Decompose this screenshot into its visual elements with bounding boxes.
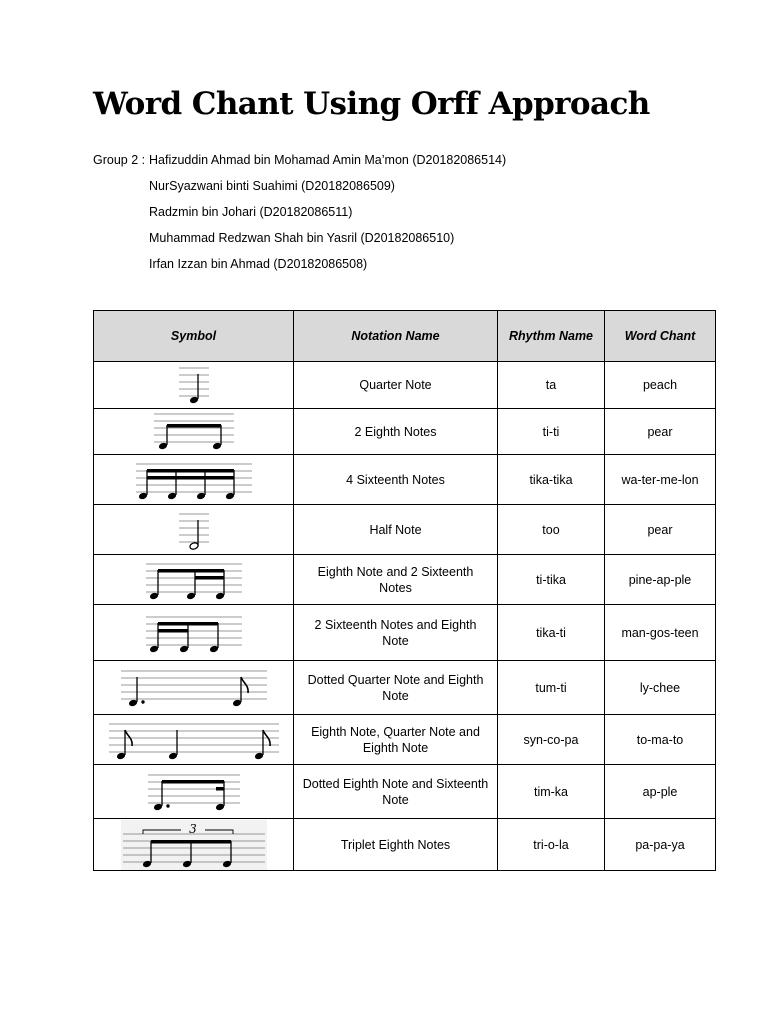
table-row bbox=[94, 715, 716, 765]
table-row bbox=[94, 605, 716, 661]
symbol-cell bbox=[94, 505, 294, 555]
word-chant: to-ma-to bbox=[605, 715, 716, 765]
word-chant: pine-ap-ple bbox=[605, 555, 716, 605]
table-row bbox=[94, 409, 716, 455]
table-header-row bbox=[94, 311, 716, 362]
table-row bbox=[94, 505, 716, 555]
rhythm-name: tika-tika bbox=[498, 455, 605, 505]
eighth-two-sixteenth-icon bbox=[144, 556, 244, 604]
notation-name: 4 Sixteenth Notes bbox=[294, 455, 498, 505]
table-row bbox=[94, 455, 716, 505]
word-chant: pear bbox=[605, 409, 716, 455]
dotted-eighth-sixteenth-icon bbox=[146, 767, 242, 817]
word-chant: ly-chee bbox=[605, 661, 716, 715]
word-chant: pear bbox=[605, 505, 716, 555]
table-row bbox=[94, 362, 716, 409]
notation-name: Eighth Note and 2 Sixteenth Notes bbox=[294, 555, 498, 605]
word-chant: wa-ter-me-lon bbox=[605, 455, 716, 505]
notation-name: Dotted Eighth Note and Sixteenth Note bbox=[294, 765, 498, 819]
rhythm-name: tika-ti bbox=[498, 605, 605, 661]
rhythm-name: ti-ti bbox=[498, 409, 605, 455]
rhythm-name: ti-tika bbox=[498, 555, 605, 605]
notation-name: Half Note bbox=[294, 505, 498, 555]
symbol-cell bbox=[94, 362, 294, 409]
member-line-4 bbox=[93, 228, 454, 248]
table-row bbox=[94, 819, 716, 871]
two-eighth-notes-icon bbox=[149, 410, 239, 454]
header-rhythm-name: Rhythm Name bbox=[498, 311, 605, 362]
rhythm-name: tim-ka bbox=[498, 765, 605, 819]
symbol-cell bbox=[94, 409, 294, 455]
notation-name: Eighth Note, Quarter Note and Eighth Note bbox=[294, 715, 498, 765]
member-line-5 bbox=[93, 254, 367, 274]
symbol-cell bbox=[94, 605, 294, 661]
member-name: Radzmin bin Johari (D20182086511) bbox=[149, 205, 353, 219]
member-name: Muhammad Redzwan Shah bin Yasril (D20182086510) bbox=[149, 231, 455, 245]
four-sixteenth-notes-icon bbox=[134, 456, 254, 504]
member-name: Hafizuddin Ahmad bin Mohamad Amin Ma’mon (D20182086514) bbox=[149, 153, 507, 167]
triplet-number: 3 bbox=[188, 821, 197, 836]
member-name: NurSyazwani binti Suahimi (D20182086509) bbox=[149, 179, 395, 193]
rhythm-name: ta bbox=[498, 362, 605, 409]
symbol-cell bbox=[94, 455, 294, 505]
symbol-cell bbox=[94, 765, 294, 819]
table-row bbox=[94, 765, 716, 819]
word-chant: pa-pa-ya bbox=[605, 819, 716, 871]
member-name: Irfan Izzan bin Ahmad (D20182086508) bbox=[149, 257, 368, 271]
symbol-cell bbox=[94, 819, 294, 871]
symbol-cell bbox=[94, 555, 294, 605]
two-sixteenth-eighth-icon bbox=[144, 607, 244, 659]
symbol-cell bbox=[94, 715, 294, 765]
member-line-1 bbox=[93, 150, 506, 170]
notation-name: Triplet Eighth Notes bbox=[294, 819, 498, 871]
rhythm-name: tum-ti bbox=[498, 661, 605, 715]
word-chant: peach bbox=[605, 362, 716, 409]
group-label: Group 2 : bbox=[93, 153, 146, 167]
notation-name: 2 Sixteenth Notes and Eighth Note bbox=[294, 605, 498, 661]
page-title: Word Chant Using Orff Approach bbox=[93, 86, 650, 122]
half-note-icon bbox=[164, 506, 224, 554]
member-line-2 bbox=[93, 176, 395, 196]
rhythm-name: syn-co-pa bbox=[498, 715, 605, 765]
table-row bbox=[94, 555, 716, 605]
table-row bbox=[94, 661, 716, 715]
notation-name: 2 Eighth Notes bbox=[294, 409, 498, 455]
syncopa-icon bbox=[107, 716, 281, 764]
rhythm-table bbox=[93, 310, 716, 871]
triplet-eighth-notes-icon bbox=[121, 820, 267, 870]
header-symbol: Symbol bbox=[94, 311, 294, 362]
quarter-note-icon bbox=[164, 362, 224, 408]
word-chant: man-gos-teen bbox=[605, 605, 716, 661]
word-chant: ap-ple bbox=[605, 765, 716, 819]
dotted-quarter-eighth-icon bbox=[119, 663, 269, 713]
notation-name: Dotted Quarter Note and Eighth Note bbox=[294, 661, 498, 715]
member-line-3 bbox=[93, 202, 352, 222]
header-notation-name: Notation Name bbox=[294, 311, 498, 362]
notation-name: Quarter Note bbox=[294, 362, 498, 409]
rhythm-name: tri-o-la bbox=[498, 819, 605, 871]
header-word-chant: Word Chant bbox=[605, 311, 716, 362]
symbol-cell bbox=[94, 661, 294, 715]
rhythm-name: too bbox=[498, 505, 605, 555]
